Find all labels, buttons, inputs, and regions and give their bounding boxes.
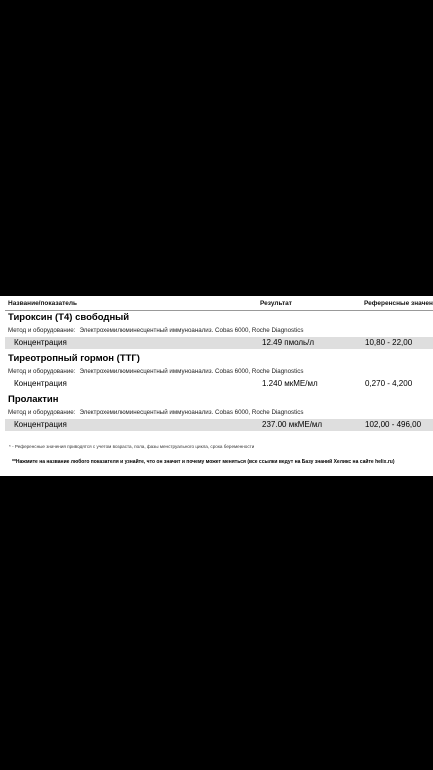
method-label: Метод и оборудование: (8, 409, 76, 416)
method-label: Метод и оборудование: (8, 368, 76, 375)
result-value: 12.49 пмоль/л (262, 338, 315, 347)
method-row (8, 368, 303, 375)
helix-link-footnote[interactable]: **Нажмите на название любого показателя и узнайте, что он значит и почему может меняться (все ссылки ведут на Базу знаний Хеликс на сайте helix.ru) (12, 459, 395, 465)
method-value: Электрохемилюминесцентный иммуноанализ. Cobas 6000, Roche Diagnostics (79, 327, 304, 334)
method-row (8, 327, 303, 334)
parameter-name: Концентрация (14, 379, 67, 388)
result-value: 1.240 мкМЕ/мл (262, 379, 318, 388)
column-header-reference: Референсные значен (364, 300, 433, 307)
test-title-t4-free[interactable]: Тироксин (Т4) свободный (8, 312, 130, 323)
reference-footnote: * - Референсные значения приводятся с учетом возраста, пола, фазы менструального цикла, срока беременности (9, 444, 255, 449)
result-row (5, 378, 433, 390)
reference-range: 10,80 - 22,00 (365, 338, 413, 347)
reference-range: 102,00 - 496,00 (365, 420, 422, 429)
lab-results-document (0, 296, 433, 476)
parameter-name: Концентрация (14, 420, 67, 429)
result-value: 237.00 мкМЕ/мл (262, 420, 323, 429)
parameter-name: Концентрация (14, 338, 67, 347)
test-title-tsh[interactable]: Тиреотропный гормон (ТТГ) (8, 353, 140, 364)
result-row (5, 419, 433, 431)
header-divider (5, 310, 433, 311)
result-row (5, 337, 433, 349)
test-title-prolactin[interactable]: Пролактин (8, 394, 59, 405)
column-header-name: Название/показатель (8, 300, 78, 307)
method-value: Электрохемилюминесцентный иммуноанализ. Cobas 6000, Roche Diagnostics (79, 368, 304, 375)
reference-range: 0,270 - 4,200 (365, 379, 413, 388)
method-row (8, 409, 303, 416)
method-value: Электрохемилюминесцентный иммуноанализ. Cobas 6000, Roche Diagnostics (79, 409, 304, 416)
method-label: Метод и оборудование: (8, 327, 76, 334)
column-header-result: Результат (260, 300, 292, 307)
